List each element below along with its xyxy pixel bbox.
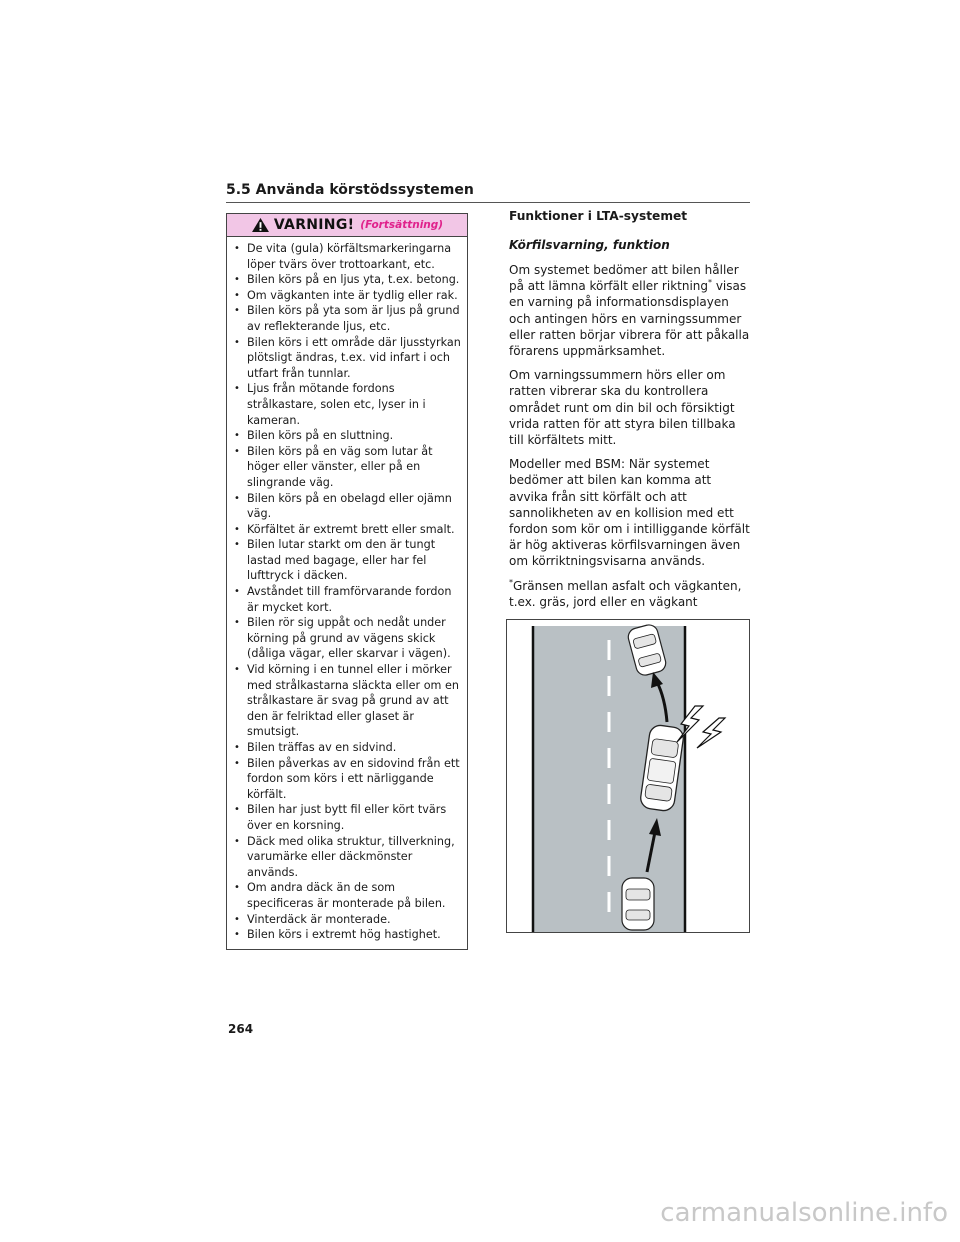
list-item: • Bilen rör sig uppåt och nedåt under körning på grund av vägens skick (dåliga vägar, eller skarvar i vägen).	[231, 615, 461, 662]
section-header	[226, 179, 750, 203]
lane-departure-illustration	[506, 619, 750, 933]
paragraph-1	[509, 262, 751, 359]
list-item: • Bilen körs i extremt hög hastighet.	[231, 927, 461, 943]
watermark: carmanualsonline.info	[660, 1198, 948, 1228]
list-item: • Bilen körs på en obelagd eller ojämn väg.	[231, 491, 461, 522]
lane-departure-figure	[507, 620, 749, 932]
warning-triangle-icon	[251, 217, 270, 233]
list-item: • Bilen har just bytt fil eller kört tvärs över en korsning.	[231, 802, 461, 833]
warning-subtitle: (Fortsättning)	[360, 219, 444, 231]
list-item: • Bilen körs på en sluttning.	[231, 428, 461, 444]
footnote-sup: *	[509, 577, 513, 587]
list-item: • Ljus från mötande fordons strålkastare, solen etc, lyser in i kameran.	[231, 381, 461, 428]
paragraph-2: Om varningssummern hörs eller om ratten vibrerar ska du kontrollera området runt om din bil och försiktigt vrida ratten för att styra bilen tillbaka till körfältets mitt.	[509, 368, 736, 448]
warning-list	[227, 237, 467, 943]
list-item: • Om andra däck än de som specificeras är monterade på bilen.	[231, 880, 461, 911]
warning-box	[226, 213, 468, 950]
page-number: 264	[228, 1022, 254, 1036]
list-item: • Bilen körs på en väg som lutar åt höger eller vänster, eller på en slingrande väg.	[231, 444, 461, 491]
paragraph-3: Modeller med BSM: När systemet bedömer att bilen kan komma att avvika från sitt körfält och att sannolikheten av en kollision med ett fordon som kör om i intilliggande körfält är hög aktiveras körfilsvarningen även om körriktningsvisarna används.	[509, 457, 750, 569]
warning-header	[227, 214, 467, 237]
list-item: • Bilen lutar starkt om den är tungt lastad med bagage, eller har fel lufttryck i däcken.	[231, 537, 461, 584]
sub-heading: Körfilsvarning, funktion	[509, 238, 670, 252]
list-item: • Bilen körs i ett område där ljusstyrkan plötsligt ändras, t.ex. vid infart i och utfart från tunnlar.	[231, 335, 461, 382]
list-item: • Körfältet är extremt brett eller smalt.	[231, 522, 461, 538]
warning-title: VARNING!	[273, 217, 355, 233]
list-item: • Avståndet till framförvarande fordon är mycket kort.	[231, 584, 461, 615]
paragraph-1-b: visas en varning på informationsdisplayen och antingen hörs en varningssummer eller ratten börjar vibrera för att påkalla förarens uppmärksamhet.	[509, 279, 750, 359]
list-item: • Vinterdäck är monterade.	[231, 912, 461, 928]
list-item: • Bilen körs på en ljus yta, t.ex. betong.	[231, 272, 461, 288]
footnote-marker: *	[708, 278, 713, 288]
list-item: • De vita (gula) körfältsmarkeringarna löper tvärs över trottoarkant, etc.	[231, 241, 461, 272]
paragraph-1-a: Om systemet bedömer att bilen håller på att lämna körfält eller riktning	[509, 263, 739, 294]
list-item: • Bilen påverkas av en sidovind från ett fordon som körs i ett närliggande körfält.	[231, 756, 461, 803]
section-title: 5.5 Använda körstödssystemen	[226, 182, 474, 198]
list-item: • Bilen körs på yta som är ljus på grund av reflekterande ljus, etc.	[231, 303, 461, 334]
list-item: • Vid körning i en tunnel eller i mörker med strålkastarna släckta eller om en strålkastare är svag på grund av att den är felriktad eller glaset är smutsigt.	[231, 662, 461, 740]
footnote-text: Gränsen mellan asfalt och vägkanten, t.ex. gräs, jord eller en vägkant	[509, 578, 742, 609]
list-item: • Bilen träffas av en sidvind.	[231, 740, 461, 756]
list-item: • Däck med olika struktur, tillverkning, varumärke eller däckmönster används.	[231, 834, 461, 881]
footnote	[509, 578, 751, 610]
car-start-icon	[622, 878, 654, 930]
section-heading: Funktioner i LTA-systemet	[509, 209, 688, 223]
right-column	[509, 208, 751, 610]
list-item: • Om vägkanten inte är tydlig eller rak.	[231, 288, 461, 304]
